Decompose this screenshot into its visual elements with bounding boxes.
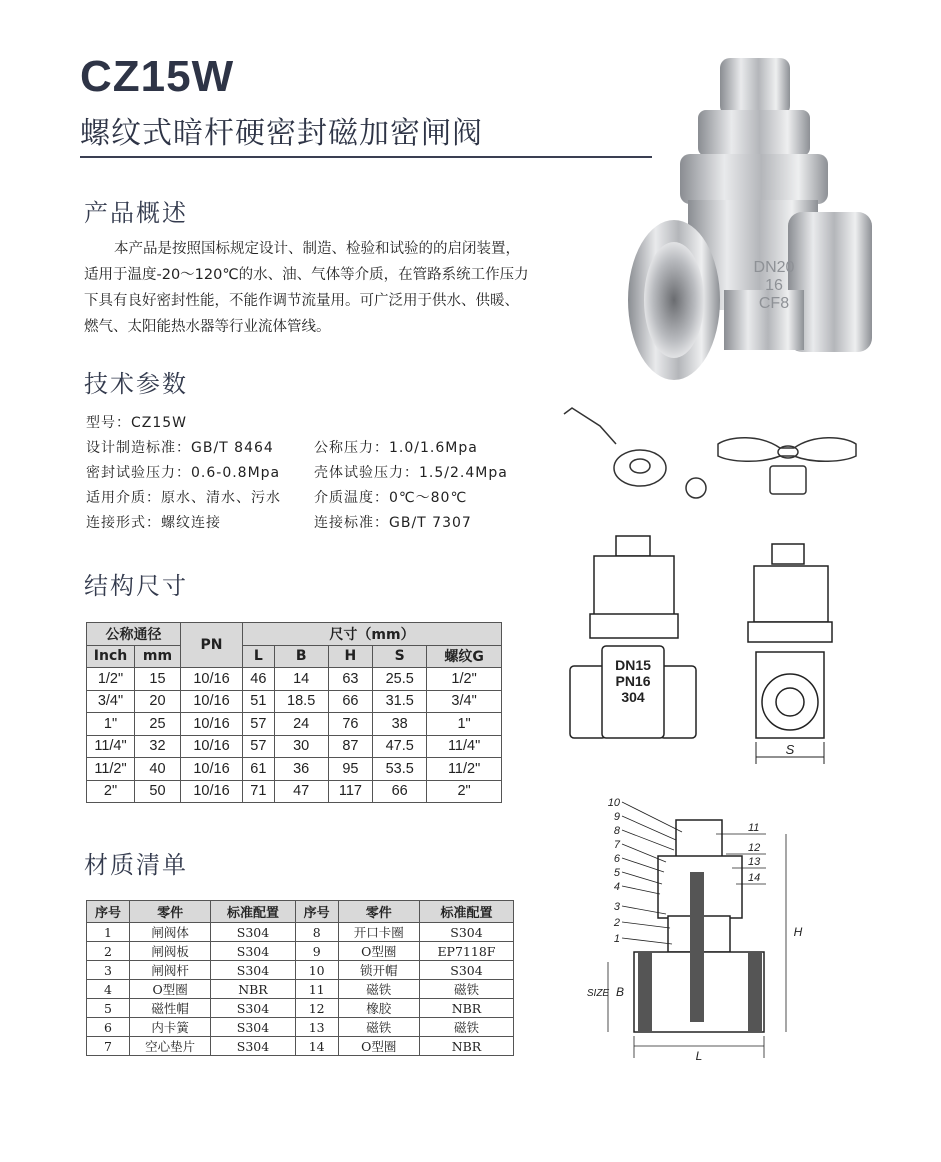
part-number: 5	[613, 867, 620, 879]
th-col: L	[243, 645, 275, 668]
spec-left: 适用介质：原水、清水、污水	[86, 490, 281, 506]
photo-mark: 16	[765, 277, 783, 294]
dimension-cell: 76	[328, 713, 373, 736]
materials-row	[87, 980, 514, 999]
dim-size: SIZE	[586, 988, 610, 999]
materials-cell: O型圈	[338, 1037, 419, 1056]
dimension-cell: 31.5	[373, 690, 427, 713]
materials-cell: 闸阀板	[130, 942, 211, 961]
section-drawing	[586, 796, 826, 1066]
overview-title: 产品概述	[84, 199, 188, 227]
dimension-cell: 14	[274, 668, 328, 691]
spec-model: 型号：CZ15W	[86, 415, 188, 431]
materials-title: 材质清单	[84, 851, 188, 879]
materials-cell: NBR	[419, 1037, 513, 1056]
materials-cell: 空心垫片	[130, 1037, 211, 1056]
part-number: 9	[613, 811, 620, 823]
key-accessories	[560, 406, 870, 506]
part-number: 13	[748, 856, 761, 868]
materials-cell: 1	[87, 923, 130, 942]
dimension-cell: 3/4"	[427, 690, 502, 713]
materials-cell: O型圈	[338, 942, 419, 961]
th-col: B	[274, 645, 328, 668]
model-title: CZ15W	[80, 52, 235, 101]
part-number: 8	[613, 825, 620, 837]
part-number: 3	[613, 901, 620, 913]
th-dims: 尺寸（mm）	[243, 623, 502, 646]
materials-cell: 4	[87, 980, 130, 999]
dimension-row	[87, 668, 502, 691]
dimension-cell: 63	[328, 668, 373, 691]
materials-cell: 磁铁	[419, 980, 513, 999]
spec-right: 介质温度：0℃～80℃	[314, 490, 468, 506]
materials-cell: NBR	[211, 980, 295, 999]
materials-cell: S304	[211, 961, 295, 980]
front-mark: 304	[621, 689, 645, 705]
front-mark: DN15	[615, 657, 651, 673]
dimension-cell: 61	[243, 758, 275, 781]
product-name: 螺纹式暗杆硬密封磁加密闸阀	[80, 116, 483, 151]
materials-cell: 内卡簧	[130, 1018, 211, 1037]
dimension-cell: 36	[274, 758, 328, 781]
dimension-cell: 87	[328, 735, 373, 758]
dimension-cell: 38	[373, 713, 427, 736]
materials-row	[87, 1037, 514, 1056]
dim-h: H	[793, 925, 803, 939]
part-number: 11	[748, 822, 760, 834]
materials-cell: 磁性帽	[130, 999, 211, 1018]
dimension-cell: 40	[135, 758, 181, 781]
part-number: 4	[613, 881, 620, 893]
materials-header: 序号	[87, 901, 130, 923]
materials-cell: 9	[295, 942, 338, 961]
overview-text	[84, 236, 604, 340]
materials-cell: 闸阀体	[130, 923, 211, 942]
materials-cell: 2	[87, 942, 130, 961]
product-photo	[628, 50, 874, 380]
materials-cell: S304	[211, 923, 295, 942]
dimension-cell: 10/16	[181, 780, 243, 803]
materials-header: 零件	[338, 901, 419, 923]
materials-cell: NBR	[419, 999, 513, 1018]
spec-right: 连接标准：GB/T 7307	[314, 515, 472, 531]
dimension-row	[87, 780, 502, 803]
th-mm: mm	[135, 645, 181, 668]
dimension-cell: 57	[243, 735, 275, 758]
dimension-cell: 1/2"	[427, 668, 502, 691]
side-dim-s: S	[785, 742, 795, 757]
dimension-cell: 66	[373, 780, 427, 803]
title-divider	[80, 156, 652, 158]
dimension-cell: 117	[328, 780, 373, 803]
dimension-row	[87, 713, 502, 736]
dimension-cell: 51	[243, 690, 275, 713]
materials-cell: S304	[211, 999, 295, 1018]
materials-cell: S304	[419, 923, 513, 942]
materials-cell: O型圈	[130, 980, 211, 999]
overview-line: 本产品是按照国标规定设计、制造、检验和试验的的启闭装置，	[114, 241, 520, 257]
dimension-cell: 1"	[427, 713, 502, 736]
dimension-cell: 57	[243, 713, 275, 736]
side-view-drawing	[744, 542, 836, 772]
dimension-cell: 66	[328, 690, 373, 713]
dimension-cell: 1/2"	[87, 668, 135, 691]
front-view-drawing	[568, 534, 698, 744]
materials-row	[87, 923, 514, 942]
materials-cell: 锁开帽	[338, 961, 419, 980]
dimension-cell: 2"	[87, 780, 135, 803]
dimension-cell: 10/16	[181, 735, 243, 758]
th-col: H	[328, 645, 373, 668]
spec-right: 公称压力：1.0/1.6Mpa	[314, 440, 478, 456]
materials-cell: 磁铁	[338, 980, 419, 999]
materials-cell: 磁铁	[419, 1018, 513, 1037]
dimension-cell: 11/4"	[427, 735, 502, 758]
materials-cell: 磁铁	[338, 1018, 419, 1037]
th-inch: Inch	[87, 645, 135, 668]
dimension-cell: 20	[135, 690, 181, 713]
photo-mark: DN20	[753, 259, 795, 276]
spec-left: 密封试验压力：0.6-0.8Mpa	[86, 465, 281, 481]
dimension-cell: 15	[135, 668, 181, 691]
dimension-cell: 2"	[427, 780, 502, 803]
part-number: 6	[613, 853, 620, 865]
materials-cell: 6	[87, 1018, 130, 1037]
materials-cell: 13	[295, 1018, 338, 1037]
materials-header: 标准配置	[419, 901, 513, 923]
materials-cell: S304	[419, 961, 513, 980]
part-number: 7	[613, 839, 620, 851]
overview-line: 适用于温度-20～120℃的水、油、气体等介质，在管路系统工作压力	[84, 267, 529, 283]
materials-row	[87, 961, 514, 980]
dimension-cell: 25	[135, 713, 181, 736]
dimension-row	[87, 735, 502, 758]
dimension-cell: 11/4"	[87, 735, 135, 758]
dimension-cell: 47.5	[373, 735, 427, 758]
materials-cell: 开口卡圈	[338, 923, 419, 942]
materials-cell: 11	[295, 980, 338, 999]
dimension-table	[86, 622, 502, 803]
dimension-cell: 1"	[87, 713, 135, 736]
materials-table	[86, 900, 514, 1056]
materials-cell: S304	[211, 942, 295, 961]
dimension-cell: 18.5	[274, 690, 328, 713]
dimension-cell: 53.5	[373, 758, 427, 781]
part-number: 1	[613, 933, 620, 945]
part-number: 10	[607, 797, 620, 809]
materials-header: 标准配置	[211, 901, 295, 923]
structure-title: 结构尺寸	[84, 572, 188, 600]
th-col: 螺纹G	[427, 645, 502, 668]
materials-header: 序号	[295, 901, 338, 923]
dimension-cell: 30	[274, 735, 328, 758]
materials-cell: 橡胶	[338, 999, 419, 1018]
spec-left: 设计制造标准：GB/T 8464	[86, 440, 274, 456]
overview-line: 燃气、太阳能热水器等行业流体管线。	[84, 319, 331, 335]
materials-cell: 12	[295, 999, 338, 1018]
dimension-cell: 24	[274, 713, 328, 736]
tech-title: 技术参数	[84, 370, 188, 398]
dimension-cell: 95	[328, 758, 373, 781]
materials-cell: S304	[211, 1018, 295, 1037]
overview-line: 下具有良好密封性能，不能作调节流量用。可广泛用于供水、供暖、	[84, 293, 519, 309]
part-number: 12	[748, 842, 761, 854]
th-pn: PN	[181, 623, 243, 668]
materials-row	[87, 942, 514, 961]
dimension-cell: 71	[243, 780, 275, 803]
dimension-cell: 10/16	[181, 758, 243, 781]
th-col: S	[373, 645, 427, 668]
front-mark: PN16	[615, 673, 651, 689]
dimension-row	[87, 690, 502, 713]
materials-row	[87, 1018, 514, 1037]
materials-cell: 5	[87, 999, 130, 1018]
materials-cell: 14	[295, 1037, 338, 1056]
dimension-row	[87, 758, 502, 781]
materials-header: 零件	[130, 901, 211, 923]
spec-left: 连接形式：螺纹连接	[86, 515, 221, 531]
materials-cell: 3	[87, 961, 130, 980]
materials-cell: S304	[211, 1037, 295, 1056]
materials-cell: 7	[87, 1037, 130, 1056]
materials-cell: EP7118F	[419, 942, 513, 961]
photo-mark: CF8	[758, 295, 790, 312]
dimension-cell: 25.5	[373, 668, 427, 691]
part-number: 14	[748, 872, 761, 884]
dimension-cell: 11/2"	[87, 758, 135, 781]
dimension-cell: 10/16	[181, 713, 243, 736]
spec-right: 壳体试验压力：1.5/2.4Mpa	[314, 465, 508, 481]
dimension-cell: 11/2"	[427, 758, 502, 781]
dim-l: L	[695, 1049, 703, 1063]
dimension-cell: 46	[243, 668, 275, 691]
dim-b: B	[615, 985, 625, 999]
dimension-cell: 3/4"	[87, 690, 135, 713]
part-number: 2	[613, 917, 620, 929]
materials-cell: 闸阀杆	[130, 961, 211, 980]
th-nominal: 公称通径	[87, 623, 181, 646]
materials-cell: 10	[295, 961, 338, 980]
dimension-cell: 50	[135, 780, 181, 803]
dimension-cell: 32	[135, 735, 181, 758]
dimension-cell: 47	[274, 780, 328, 803]
materials-cell: 8	[295, 923, 338, 942]
materials-row	[87, 999, 514, 1018]
dimension-cell: 10/16	[181, 690, 243, 713]
dimension-cell: 10/16	[181, 668, 243, 691]
